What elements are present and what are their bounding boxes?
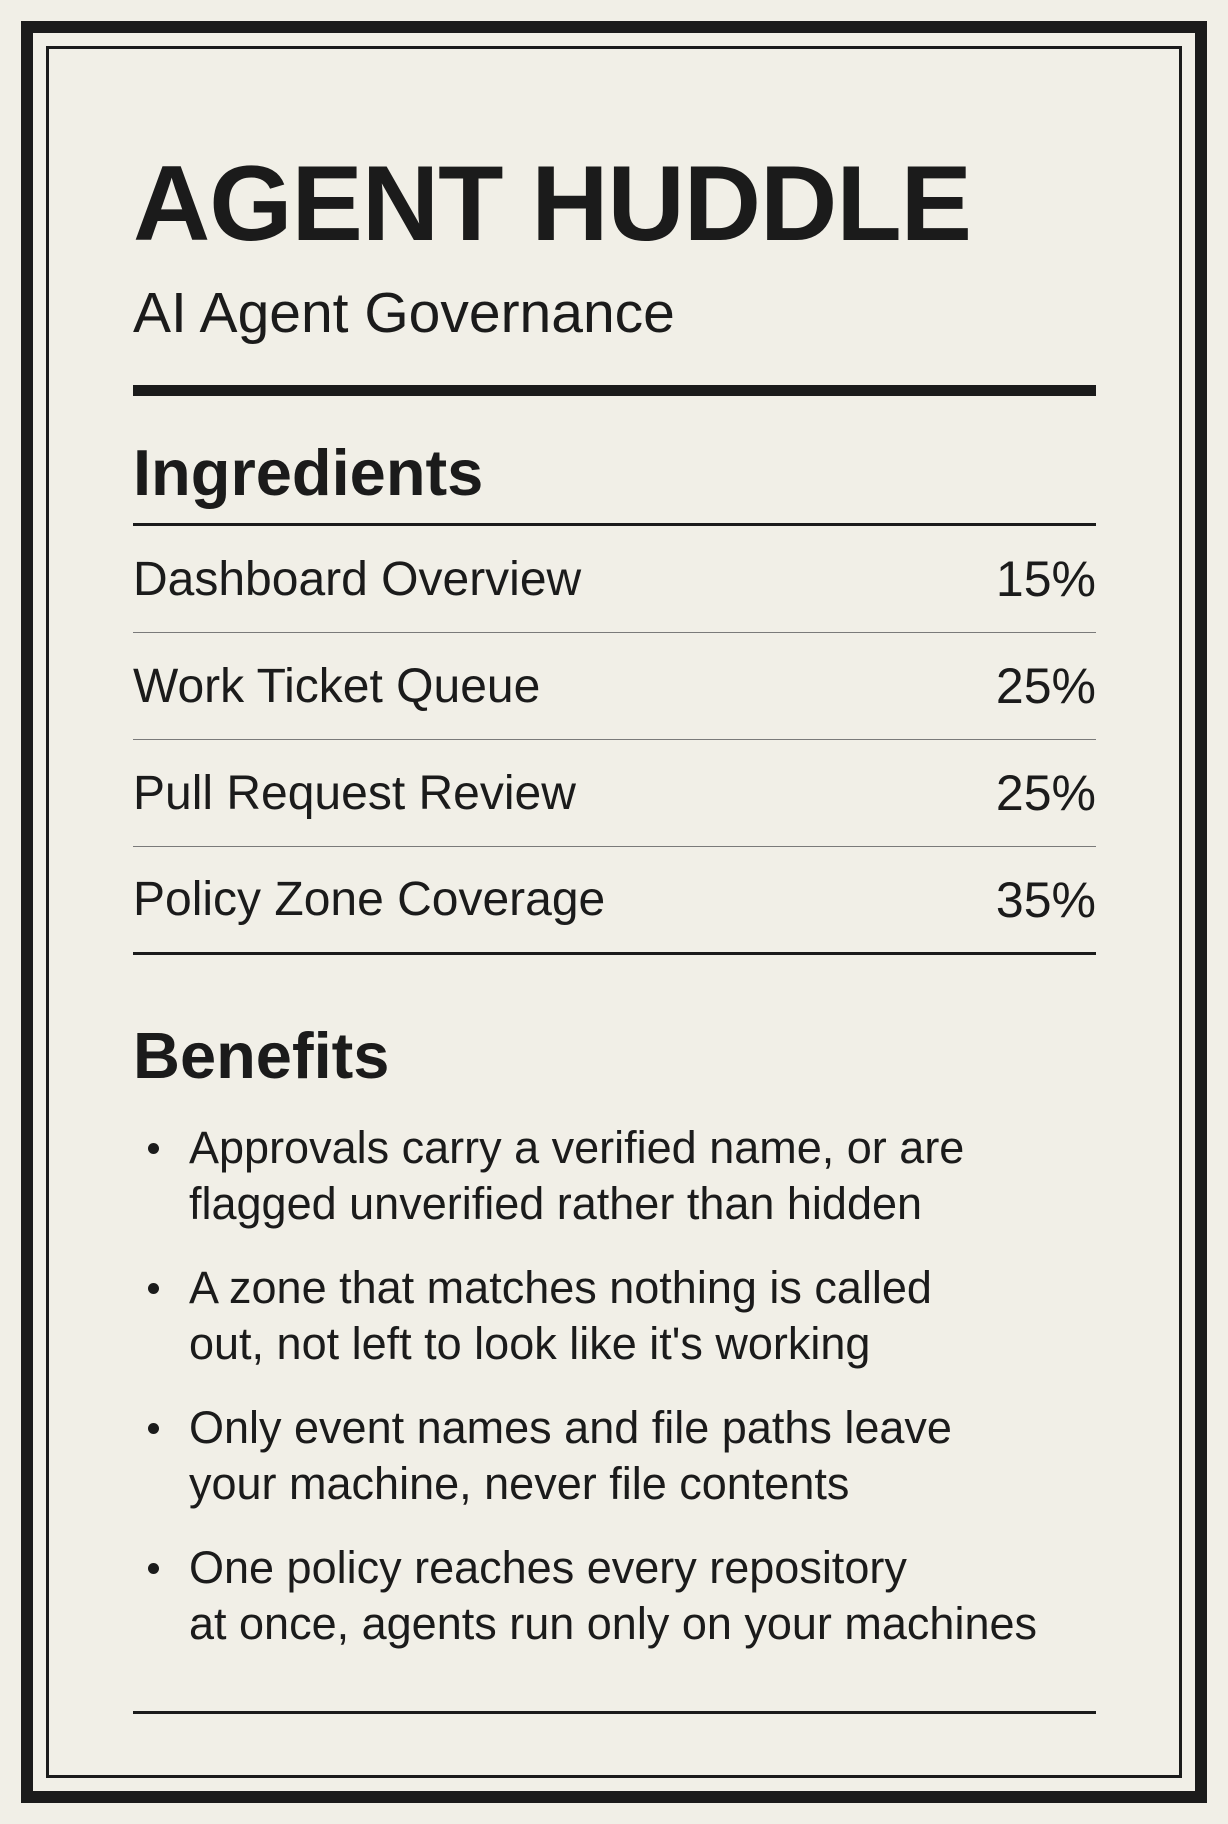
bullet-icon <box>148 1143 159 1154</box>
ingredient-name: Work Ticket Queue <box>133 659 541 713</box>
footer-divider <box>133 1711 1096 1714</box>
ingredient-name: Dashboard Overview <box>133 552 582 606</box>
product-title: AGENT HUDDLE <box>133 143 972 263</box>
ingredient-list <box>133 526 1096 955</box>
ingredient-percentage: 25% <box>995 765 1096 821</box>
ingredient-name: Pull Request Review <box>133 766 576 820</box>
bullet-icon <box>148 1423 159 1434</box>
ingredient-row <box>133 847 1096 955</box>
benefits-heading: Benefits <box>133 1019 390 1092</box>
benefit-item <box>133 1260 1096 1372</box>
ingredient-name: Policy Zone Coverage <box>133 873 606 926</box>
ingredient-percentage: 35% <box>995 871 1096 928</box>
bullet-icon <box>148 1563 159 1574</box>
ingredient-row <box>133 526 1096 633</box>
benefit-text: A zone that matches nothing is called out, not left to look like it's working <box>189 1262 932 1369</box>
benefit-item <box>133 1400 1096 1512</box>
ingredients-heading: Ingredients <box>133 436 484 509</box>
ingredient-percentage: 25% <box>995 658 1096 714</box>
benefit-item <box>133 1120 1096 1232</box>
header-divider <box>133 385 1096 396</box>
benefit-item <box>133 1540 1096 1652</box>
benefit-text: One policy reaches every repository at once, agents run only on your machines <box>189 1542 1038 1649</box>
benefit-text: Only event names and file paths leave your machine, never file contents <box>189 1402 952 1509</box>
ingredient-row <box>133 740 1096 847</box>
ingredient-row <box>133 633 1096 740</box>
benefit-text: Approvals carry a verified name, or are flagged unverified rather than hidden <box>189 1122 965 1229</box>
bullet-icon <box>148 1283 159 1294</box>
product-subtitle: AI Agent Governance <box>133 281 675 345</box>
benefit-list <box>133 1120 1096 1680</box>
ingredient-percentage: 15% <box>995 551 1096 607</box>
